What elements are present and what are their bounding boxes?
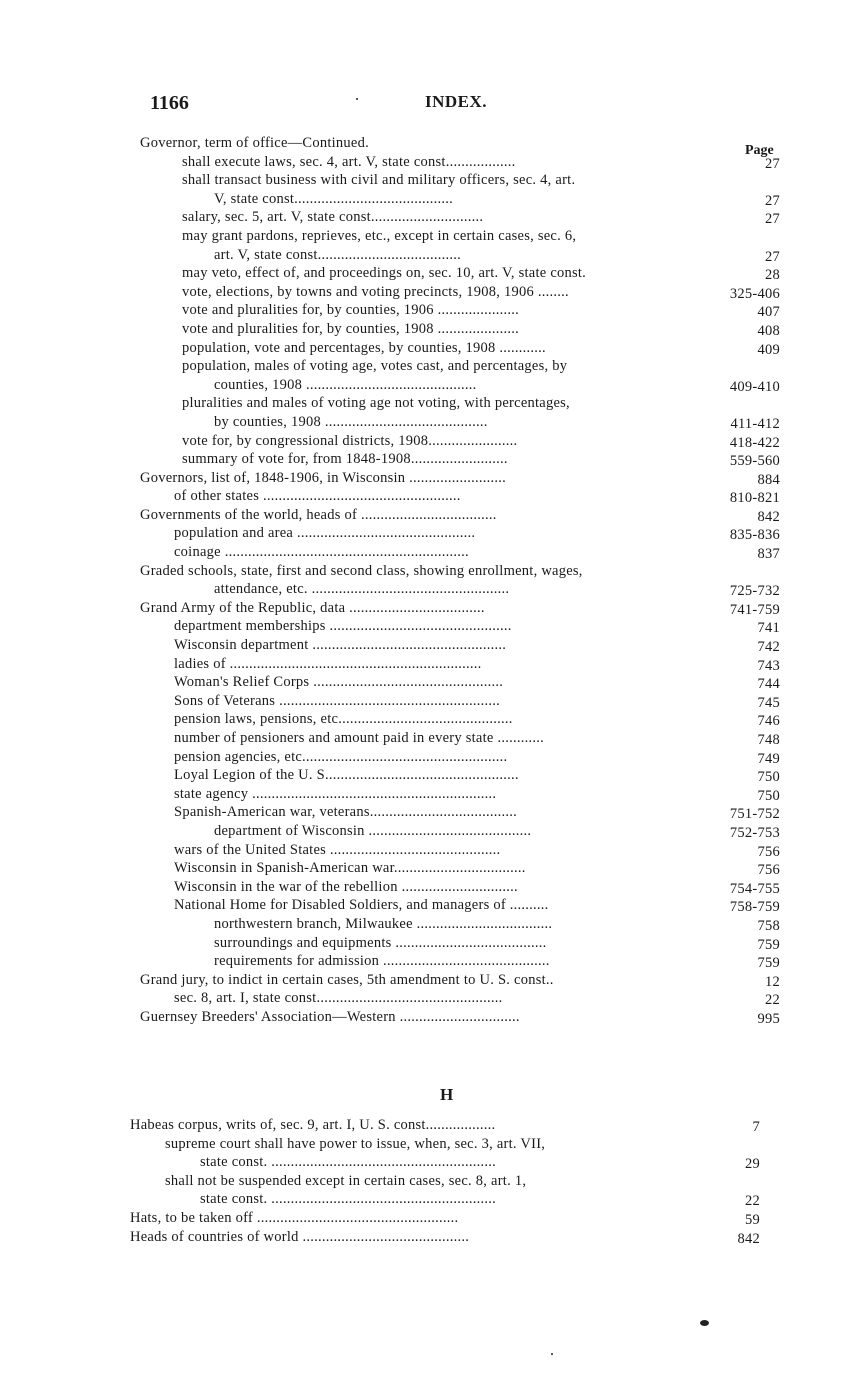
index-entry-page: 742 [757,639,780,656]
index-entry-text: department memberships ............................................... [174,618,512,635]
index-entry [0,934,859,953]
index-entry-page: 842 [737,1230,760,1247]
index-entry [0,487,859,506]
page-number: 1166 [150,92,189,114]
index-entry-text: Graded schools, state, first and second class, showing enrollment, wages, [140,562,583,579]
index-entry-text: Wisconsin in Spanish-American war.................................. [174,860,526,877]
index-entry-text: supreme court shall have power to issue, when, sec. 3, art. VII, [165,1135,546,1152]
index-entry-text: number of pensioners and amount paid in every state ............ [174,730,544,746]
index-entry [0,952,859,971]
index-entry [0,171,859,190]
index-entry [0,655,859,674]
index-entry-text: Spanish-American war, veterans...................................... [174,804,518,821]
index-entry [0,301,859,320]
index-entry [0,320,859,339]
ink-blot [700,1320,709,1326]
index-entry-text: population, males of voting age, votes cast, and percentages, by [182,358,568,375]
index-entry [0,543,859,562]
index-entry [0,562,859,581]
index-entry-page: 750 [757,769,780,786]
index-entry-page: 837 [757,546,780,563]
index-entry-page: 741 [757,620,780,637]
index-entry-text: vote for, by congressional districts, 1908....................... [182,432,518,449]
index-entry [0,190,859,209]
index-entry-text: Governor, term of office—Continued. [140,135,369,151]
index-entry-text: vote and pluralities for, by counties, 1906 ..................... [182,302,520,319]
index-entry [0,227,859,246]
index-entry-text: counties, 1908 ............................................ [214,376,477,393]
index-entry-page: 12 [765,973,780,990]
index-entry [0,841,859,860]
index-entry-text: department of Wisconsin .......................................... [214,822,532,839]
index-entry [0,1172,859,1191]
index-entry-text: wars of the United States ............................................ [174,841,501,858]
index-entry [0,766,859,785]
index-entry [0,1135,859,1154]
section-letter-h: H [440,1085,454,1104]
index-entry-page: 27 [765,248,780,265]
index-section-g [0,134,859,1027]
index-entry-text: pension laws, pensions, etc............................................. [174,711,513,728]
index-entry-text: of other states ................................................... [174,488,461,505]
index-entry-page: 758 [757,917,780,934]
index-entry [0,729,859,748]
index-entry-page: 743 [757,657,780,674]
index-entry [0,469,859,488]
index-entry-page: 27 [765,192,780,209]
index-entry-page: 409 [757,341,780,358]
index-entry [0,915,859,934]
index-entry-text: V, state const......................................... [214,190,454,207]
index-entry-text: Habeas corpus, writs of, sec. 9, art. I, U. S. const.................. [130,1117,496,1133]
index-entry-page: 751-752 [729,806,780,823]
index-entry-page: 759 [757,936,780,953]
index-entry-text: population, vote and percentages, by counties, 1908 ............ [182,339,546,356]
index-entry [0,896,859,915]
index-entry-text: Grand jury, to indict in certain cases, 5th amendment to U. S. const.. [140,971,554,988]
index-entry-page: 408 [757,322,780,339]
index-entry-text: Heads of countries of world ........................................... [130,1228,470,1245]
index-entry [0,506,859,525]
index-entry-page: 741-759 [729,601,780,618]
index-entry-text: vote, elections, by towns and voting precincts, 1908, 1906 ........ [182,283,569,300]
index-entry-text: by counties, 1908 .......................................... [214,413,488,430]
index-entry [0,878,859,897]
index-entry-page: 810-821 [729,490,780,507]
index-entry-text: state agency ............................................................... [174,785,497,802]
index-entry-text: pluralities and males of voting age not voting, with percentages, [182,395,570,412]
index-entry-page: 559-560 [729,453,780,470]
index-entry [0,450,859,469]
index-entry-text: Loyal Legion of the U. S.................................................. [174,767,519,784]
index-entry [0,376,859,395]
index-entry-text: Grand Army of the Republic, data ................................... [140,599,485,616]
index-entry [0,989,859,1008]
index-entry [0,1116,859,1135]
index-entry-page: 28 [765,267,780,284]
index-entry-page: 745 [757,694,780,711]
index-entry-text: requirements for admission ........................................... [214,953,550,970]
index-entry-text: summary of vote for, from 1848-1908......................... [182,451,508,468]
index-entry [0,803,859,822]
index-entry-text: pension agencies, etc..................................................... [174,748,508,765]
index-entry [0,1153,859,1172]
index-entry [0,673,859,692]
index-entry [0,432,859,451]
index-section-h [0,1116,859,1246]
index-entry-page: 995 [757,1010,780,1027]
index-entry [0,1190,859,1209]
index-entry [0,710,859,729]
index-entry-text: northwestern branch, Milwaukee ................................... [214,915,553,932]
index-entry [0,246,859,265]
page-header [150,92,790,116]
index-entry-text: attendance, etc. ................................................... [214,581,510,598]
index-entry-page: 746 [757,713,780,730]
index-entry-text: ladies of ................................................................. [174,655,482,672]
index-entry [0,524,859,543]
index-entry-page: 418-422 [729,434,780,451]
index-entry-page: 835-836 [729,527,780,544]
index-entry-text: shall execute laws, sec. 4, art. V, state const.................. [182,153,516,170]
index-entry-page: 748 [757,732,780,748]
index-entry [0,134,859,153]
index-entry-page: 22 [745,1193,760,1210]
index-entry-text: coinage ............................................................... [174,544,469,561]
index-entry-text: Woman's Relief Corps ................................................. [174,674,504,691]
index-entry [0,283,859,302]
index-entry [0,153,859,172]
index-entry-text: shall transact business with civil and military officers, sec. 4, art. [182,172,576,189]
index-entry-text: Wisconsin in the war of the rebellion .............................. [174,878,518,895]
page-column-header: Page [745,143,774,158]
index-entry-page: 758-759 [729,899,780,916]
index-entry-text: population and area .............................................. [174,525,476,542]
index-entry-text: Wisconsin department .................................................. [174,637,507,654]
index-entry-page: 884 [757,471,780,488]
index-entry-text: state const. .......................................................... [200,1191,497,1208]
index-entry-page: 756 [757,843,780,860]
index-entry-page: 744 [757,676,780,693]
index-entry-text: Sons of Veterans ......................................................... [174,692,500,709]
index-entry-page: 749 [757,750,780,767]
index-entry-page: 27 [765,211,780,228]
print-speck [551,1353,553,1355]
index-entry-page: 22 [765,992,780,1009]
index-entry-page: 759 [757,955,780,972]
index-entry-page: 754-755 [729,880,780,897]
index-entry-page: 752-753 [729,824,780,841]
index-entry [0,785,859,804]
index-entry [0,692,859,711]
index-entry-page: 325-406 [729,285,780,302]
index-entry [0,264,859,283]
index-entry-page: 725-732 [729,583,780,600]
page-title: INDEX. [425,92,488,111]
index-entry-text: may grant pardons, reprieves, etc., except in certain cases, sec. 6, [182,227,577,244]
index-entry-text: Hats, to be taken off .................................................... [130,1209,459,1226]
index-entry-page: 409-410 [729,378,780,395]
index-entry [0,971,859,990]
index-entry [0,394,859,413]
index-entry-page: 411-412 [730,415,780,432]
index-entry [0,1008,859,1027]
index-entry [0,357,859,376]
index-entry-text: shall not be suspended except in certain cases, sec. 8, art. 1, [165,1172,527,1189]
index-entry [0,599,859,618]
index-entry-page: 750 [757,787,780,804]
index-entry [0,822,859,841]
index-entry-page: 407 [757,304,780,321]
index-entry-text: Guernsey Breeders' Association—Western ............................... [140,1008,520,1025]
print-speck [356,98,358,100]
index-entry-page: 27 [765,155,780,172]
index-entry-text: salary, sec. 5, art. V, state const............................. [182,209,484,226]
index-entry-text: art. V, state const..................................... [214,246,462,263]
index-entry [0,413,859,432]
index-entry-text: may veto, effect of, and proceedings on, sec. 10, art. V, state const. [182,265,587,282]
index-entry-text: surroundings and equipments ....................................... [214,934,547,951]
index-entry-page: 842 [757,508,780,525]
index-entry-text: Governments of the world, heads of ................................... [140,506,497,523]
index-entry [0,1228,859,1247]
index-entry-page: 756 [757,862,780,879]
index-entry-text: vote and pluralities for, by counties, 1908 ..................... [182,320,520,337]
index-entry-page: 59 [745,1211,760,1228]
index-entry-text: sec. 8, art. I, state const................................................ [174,990,503,1007]
index-entry [0,748,859,767]
index-entry [0,636,859,655]
index-entry [0,580,859,599]
index-entry [0,208,859,227]
index-entry-page: 29 [745,1156,760,1173]
index-entry-page: 7 [752,1119,760,1135]
index-entry-text: Governors, list of, 1848-1906, in Wisconsin ......................... [140,469,506,486]
index-entry [0,339,859,358]
index-entry [0,1209,859,1228]
index-entry-text: National Home for Disabled Soldiers, and managers of .......... [174,897,549,914]
index-entry [0,617,859,636]
index-entry [0,859,859,878]
index-entry-text: state const. .......................................................... [200,1154,497,1171]
